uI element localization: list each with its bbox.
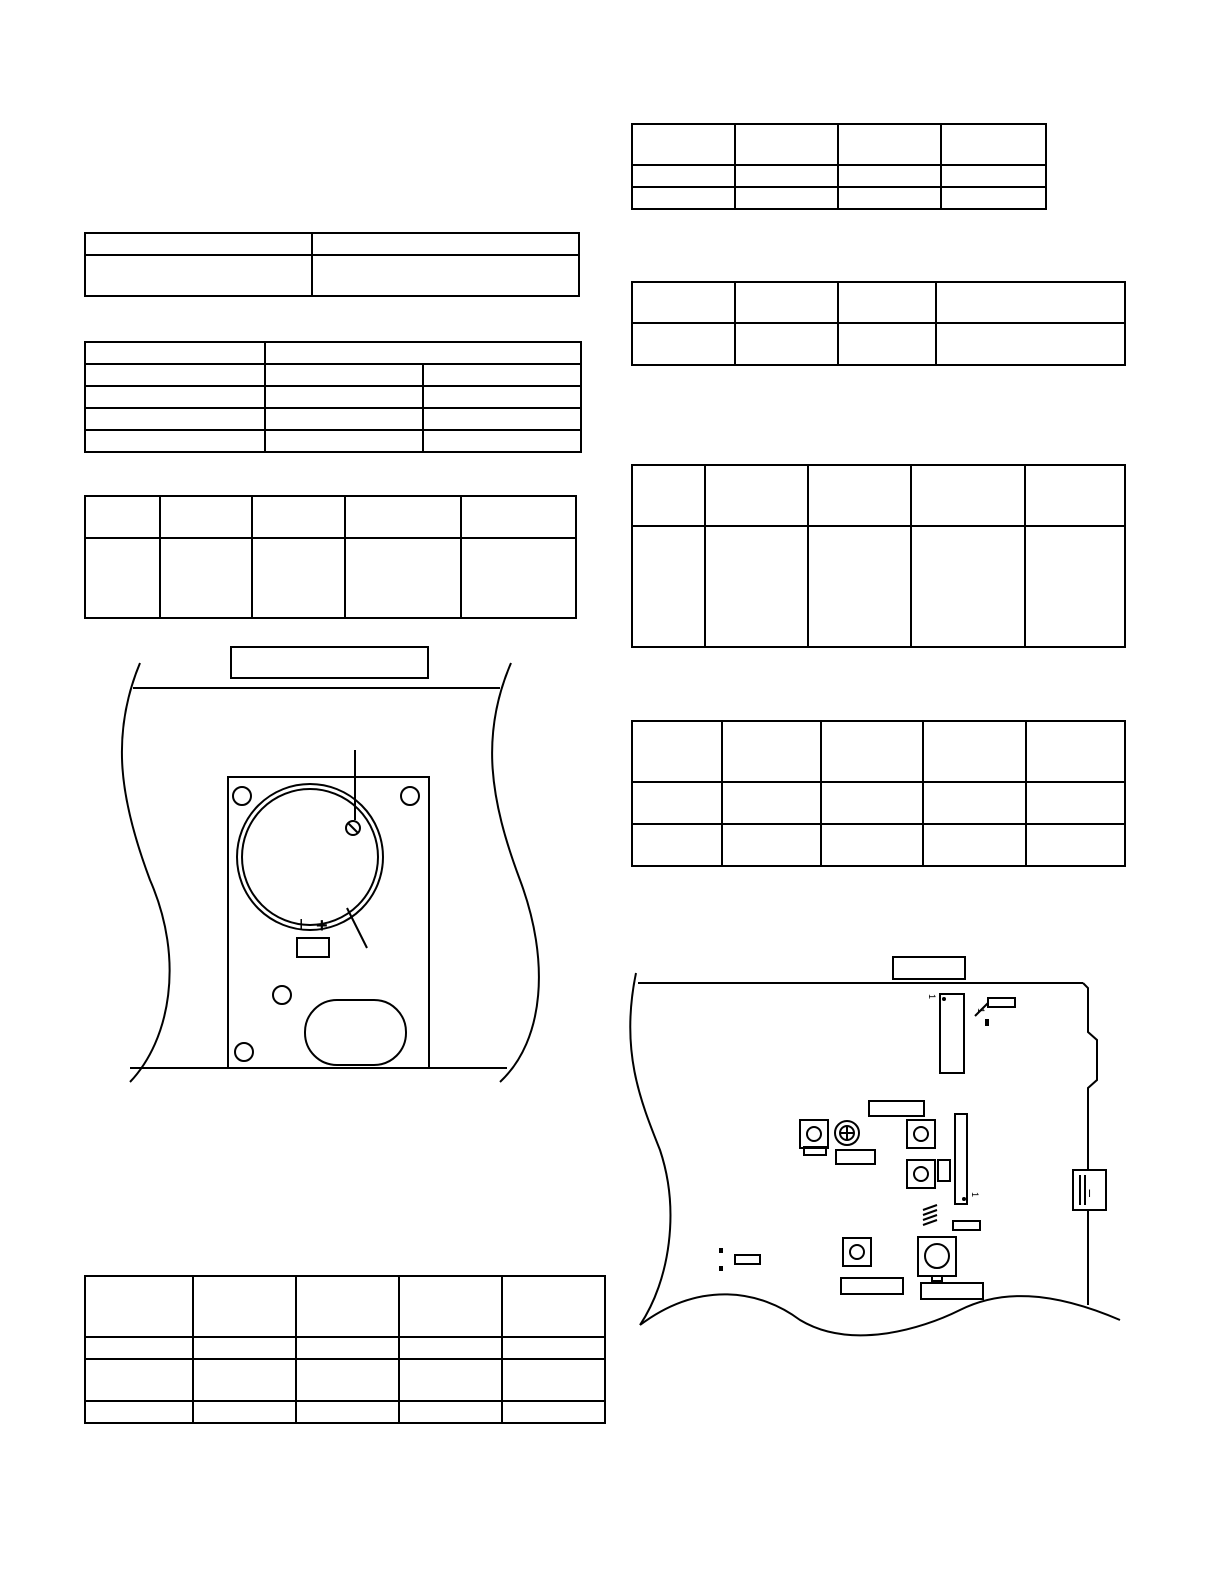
pin-mark-1: 1 bbox=[927, 994, 937, 1000]
switch-mark: I bbox=[1088, 1188, 1092, 1200]
minus-mark: I bbox=[299, 917, 304, 934]
plus-mark: + bbox=[316, 915, 328, 937]
pin-mark-3: 1 bbox=[976, 1008, 986, 1014]
pin-mark-2: 1 bbox=[970, 1192, 980, 1198]
